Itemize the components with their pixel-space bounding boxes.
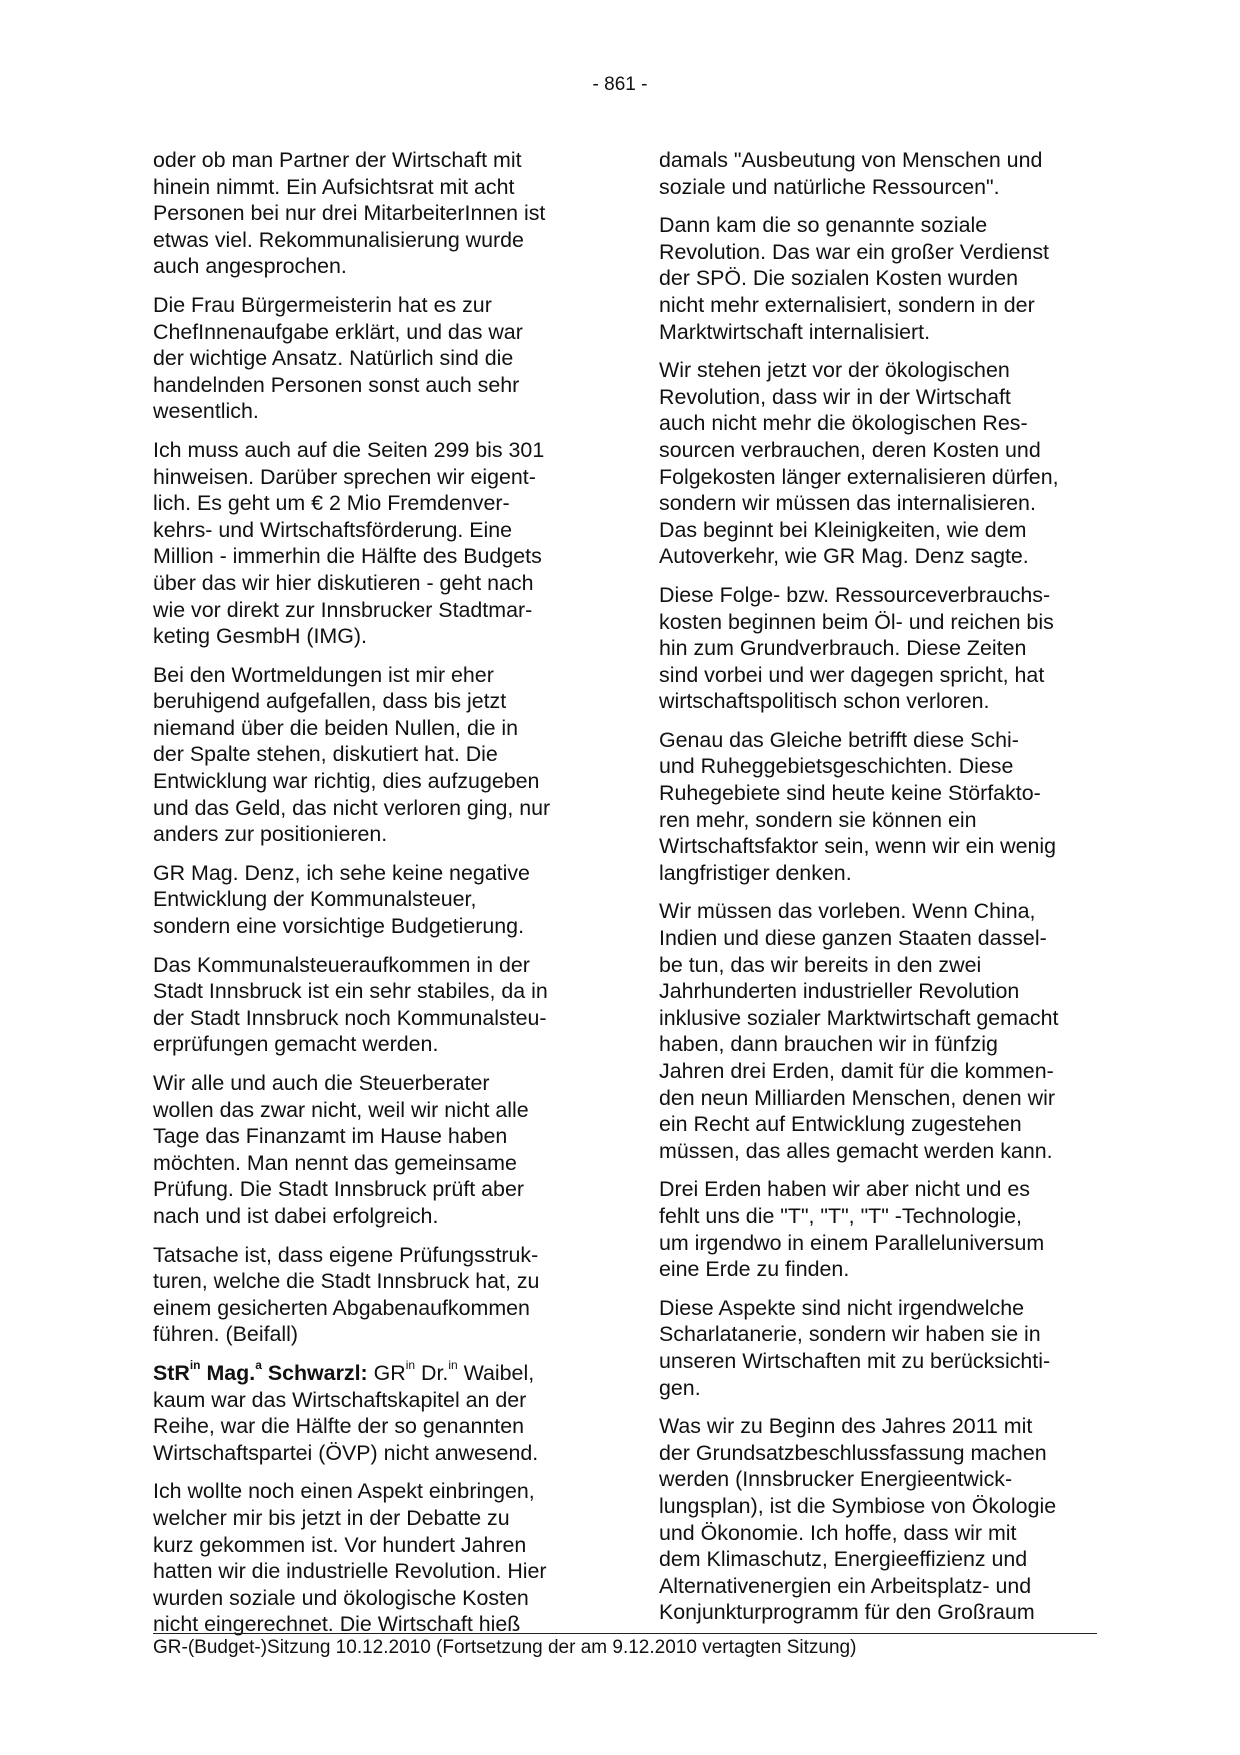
paragraph: Ich wollte noch einen Aspekt einbringen, welcher mir bis jetzt in der Debatte zu kurz gekommen ist. Vor hundert Jahren hatten wir die industrielle Revolution. Hier wurden soziale und ökologische Kosten nicht eingerechnet. Die Wirtschaft hieß (153, 1479, 547, 1637)
paragraph: Das Kommunalsteueraufkommen in der Stadt Innsbruck ist ein sehr stabiles, da in der Stadt Innsbruck noch Kommunalsteu- erprüfungen gemacht werden. (153, 952, 548, 1057)
speaker-surname: Schwarzl: (261, 1360, 368, 1385)
page-number: - 861 - (592, 74, 648, 95)
paragraph: Was wir zu Beginn des Jahres 2011 mit der Grundsatzbeschlussfassung machen werden (Innsbrucker Energieentwick- lungsplan), ist die Symbiose von Ökologie und Ökonomie. Ich hoffe, dass wir mit dem Klimaschutz, Energieeffizienz und Alternativenergien ein Arbeitsplatz- und Konjunkturprogramm für den Großraum (659, 1414, 1057, 1625)
paragraph: oder ob man Partner der Wirtschaft mit hinein nimmt. Ein Aufsichtsrat mit acht Personen bei nur drei MitarbeiterInnen ist etwas viel. Rekommunalisierung wurde auch angesprochen. (153, 148, 546, 279)
paragraph: Dann kam die so genannte soziale Revolution. Das war ein großer Verdienst der SPÖ. Die sozialen Kosten wurden nicht mehr externalisiert, sondern in der Marktwirtschaft internalisiert. (659, 213, 1049, 344)
paragraph: Genau das Gleiche betrifft diese Schi- und Ruheggebietsgeschichten. Diese Ruhegebiete sind heute keine Störfakto- ren mehr, sondern sie können ein Wirtschaftsfaktor sein, wenn wir ein wenig langfristiger denken. (659, 727, 1057, 885)
paragraph: Drei Erden haben wir aber nicht und es fehlt uns die "T", "T", "T" -Technologie, um irgendwo in einem Paralleluniversum eine Erde zu finden. (659, 1177, 1045, 1282)
right-column (659, 147, 1097, 1638)
left-column (153, 147, 593, 1650)
superscript: in (189, 1357, 201, 1372)
paragraph: Wir müssen das vorleben. Wenn China, Indien und diese ganzen Staaten dassel- be tun, das wir bereits in den zwei Jahrhunderten industrieller Revolution inklusive sozialer Marktwirtschaft gemacht haben, dann brauchen wir in fünfzig Jahren drei Erden, damit für die kommen- den neun Milliarden Menschen, denen wir ein Recht auf Entwicklung zugestehen müssen, das alles gemacht werden kann. (659, 899, 1059, 1163)
paragraph-text: Waibel, kaum war das Wirtschaftskapitel an der Reihe, war die Hälfte der so genannten Wirtschaftspartei (ÖVP) nicht anwesend. (153, 1360, 539, 1465)
addressee-title: GR (367, 1360, 406, 1385)
speaker-paragraph (153, 1357, 593, 1466)
paragraph: Wir stehen jetzt vor der ökologischen Revolution, dass wir in der Wirtschaft auch nicht mehr die ökologischen Res- sourcen verbrauchen, deren Kosten und Folgekosten länger externalisieren dürfen, sondern wir müssen das internalisieren. Das beginnt bei Kleinigkeiten, wie dem Autoverkehr, wie GR Mag. Denz sagte. (659, 358, 1059, 569)
paragraph: Diese Folge- bzw. Ressourceverbrauchs- kosten beginnen beim Öl- und reichen bis hin zum Grundverbrauch. Diese Zeiten sind vorbei und wer dagegen spricht, hat wirtschaftspolitisch schon verloren. (659, 582, 1054, 714)
page-footer: GR-(Budget-)Sitzung 10.12.2010 (Fortsetzung der am 9.12.2010 vertagten Sitzung) (153, 1637, 857, 1658)
footer-divider (153, 1633, 1097, 1634)
superscript: a (255, 1357, 262, 1372)
speaker-title: StR (153, 1360, 190, 1385)
paragraph: Die Frau Bürgermeisterin hat es zur ChefInnenaufgabe erklärt, und das war der wichtige Ansatz. Natürlich sind die handelnden Personen sonst auch sehr wesentlich. (153, 292, 523, 424)
paragraph: Bei den Wortmeldungen ist mir eher beruhigend aufgefallen, dass bis jetzt niemand über die beiden Nullen, die in der Spalte stehen, diskutiert hat. Die Entwicklung war richtig, dies aufzugeben und das Geld, das nicht verloren ging, nur anders zur positionieren. (153, 662, 551, 847)
addressee-degree: Dr. (415, 1360, 449, 1385)
paragraph: Diese Aspekte sind nicht irgendwelche Scharlatanerie, sondern wir haben sie in unseren Wirtschaften mit zu berücksichti- gen. (659, 1295, 1051, 1400)
paragraph: Wir alle und auch die Steuerberater wollen das zwar nicht, weil wir nicht alle Tage das Finanzamt im Hause haben möchten. Man nennt das gemeinsame Prüfung. Die Stadt Innsbruck prüft aber nach und ist dabei erfolgreich. (153, 1071, 529, 1228)
superscript: in (405, 1357, 416, 1372)
paragraph: damals "Ausbeutung von Menschen und soziale und natürliche Ressourcen". (659, 148, 1043, 199)
paragraph: Ich muss auch auf die Seiten 299 bis 301 hinweisen. Darüber sprechen wir eigent- lich. Es geht um € 2 Mio Fremdenver- kehrs- und Wirtschaftsförderung. Eine Million - immerhin die Hälfte des Budgets über das wir hier diskutieren - geht nach wie vor direkt zur Innsbrucker Stadtmar- keting GesmbH (IMG). (153, 437, 545, 649)
paragraph: Tatsache ist, dass eigene Prüfungsstruk- turen, welche die Stadt Innsbruck hat, zu einem gesicherten Abgabenaufkommen führen. (Beifall) (153, 1242, 540, 1347)
superscript: in (448, 1357, 458, 1372)
paragraph: GR Mag. Denz, ich sehe keine negative Entwicklung der Kommunalsteuer, sondern eine vorsichtige Budgetierung. (153, 860, 530, 939)
speaker-name (153, 1357, 368, 1385)
speaker-degree: Mag. (200, 1360, 256, 1385)
